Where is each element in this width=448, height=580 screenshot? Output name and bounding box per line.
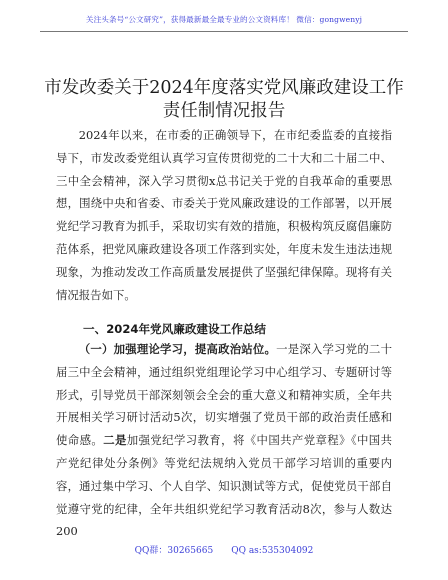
- header-divider: [40, 31, 408, 32]
- paragraph-text-part-1: 一是深入学习党的二十届三中全会精神，通过组织党组理论学习中心组学习、专题研讨等形式，引导党员干部深刻领会全会的重大意义和精神实质，全年共开展相关学习研讨活动5次，切实增强了党员干部的政治责任感和使命感。: [56, 342, 392, 448]
- section-heading-1: 一、2024年党风廉政建设工作总结: [83, 322, 266, 336]
- section-1-paragraph: [56, 338, 392, 543]
- footer-qq: QQ as:535304092: [231, 546, 314, 556]
- header-promo-note: 关注头条号“公文研究”，获得最新最全最专业的公文资料库！ 微信：gongwenyj: [85, 15, 363, 24]
- document-title-line-1: 市发改委关于2024年度落实党风廉政建设工作: [44, 78, 404, 98]
- footer-contact: [0, 543, 448, 556]
- intro-paragraph: 2024年以来，在市委的正确领导下，在市纪委监委的直接指导下，市发改委党组认真学习宣传贯彻党的二十大和二十届二中、三中全会精神，深入学习贯彻x总书记关于党的自我革命的重要思想，围绕中央和省委、市委关于党风廉政建设的工作部署，以开展党纪学习教育为抓手，采取切实有效的措施，积极构筑反腐倡廉防范体系，把党风廉政建设各项工作落到实处，年度未发生违法违规现象，为推动发改工作高质量发展提供了坚强纪律保障。现将有关情况报告如下。: [56, 128, 392, 302]
- subsection-lead: （一）加强理论学习，提高政治站位。: [78, 342, 277, 356]
- paragraph-text-part-2: 加强党纪学习教育，将《中国共产党章程》《中国共产党纪律处分条例》等党纪法规纳入党员干部学习培训的重要内容，通过集中学习、个人自学、知识测试等方式，促使党员干部自觉遵守党的纪律，全年共组织党纪学习教育活动8次，参与人数达200: [56, 433, 392, 539]
- footer-qq-group: QQ群：30265665: [134, 546, 214, 556]
- paragraph-lead-two: 二是: [103, 433, 127, 448]
- document-title-line-2: 责任制情况报告: [162, 101, 286, 121]
